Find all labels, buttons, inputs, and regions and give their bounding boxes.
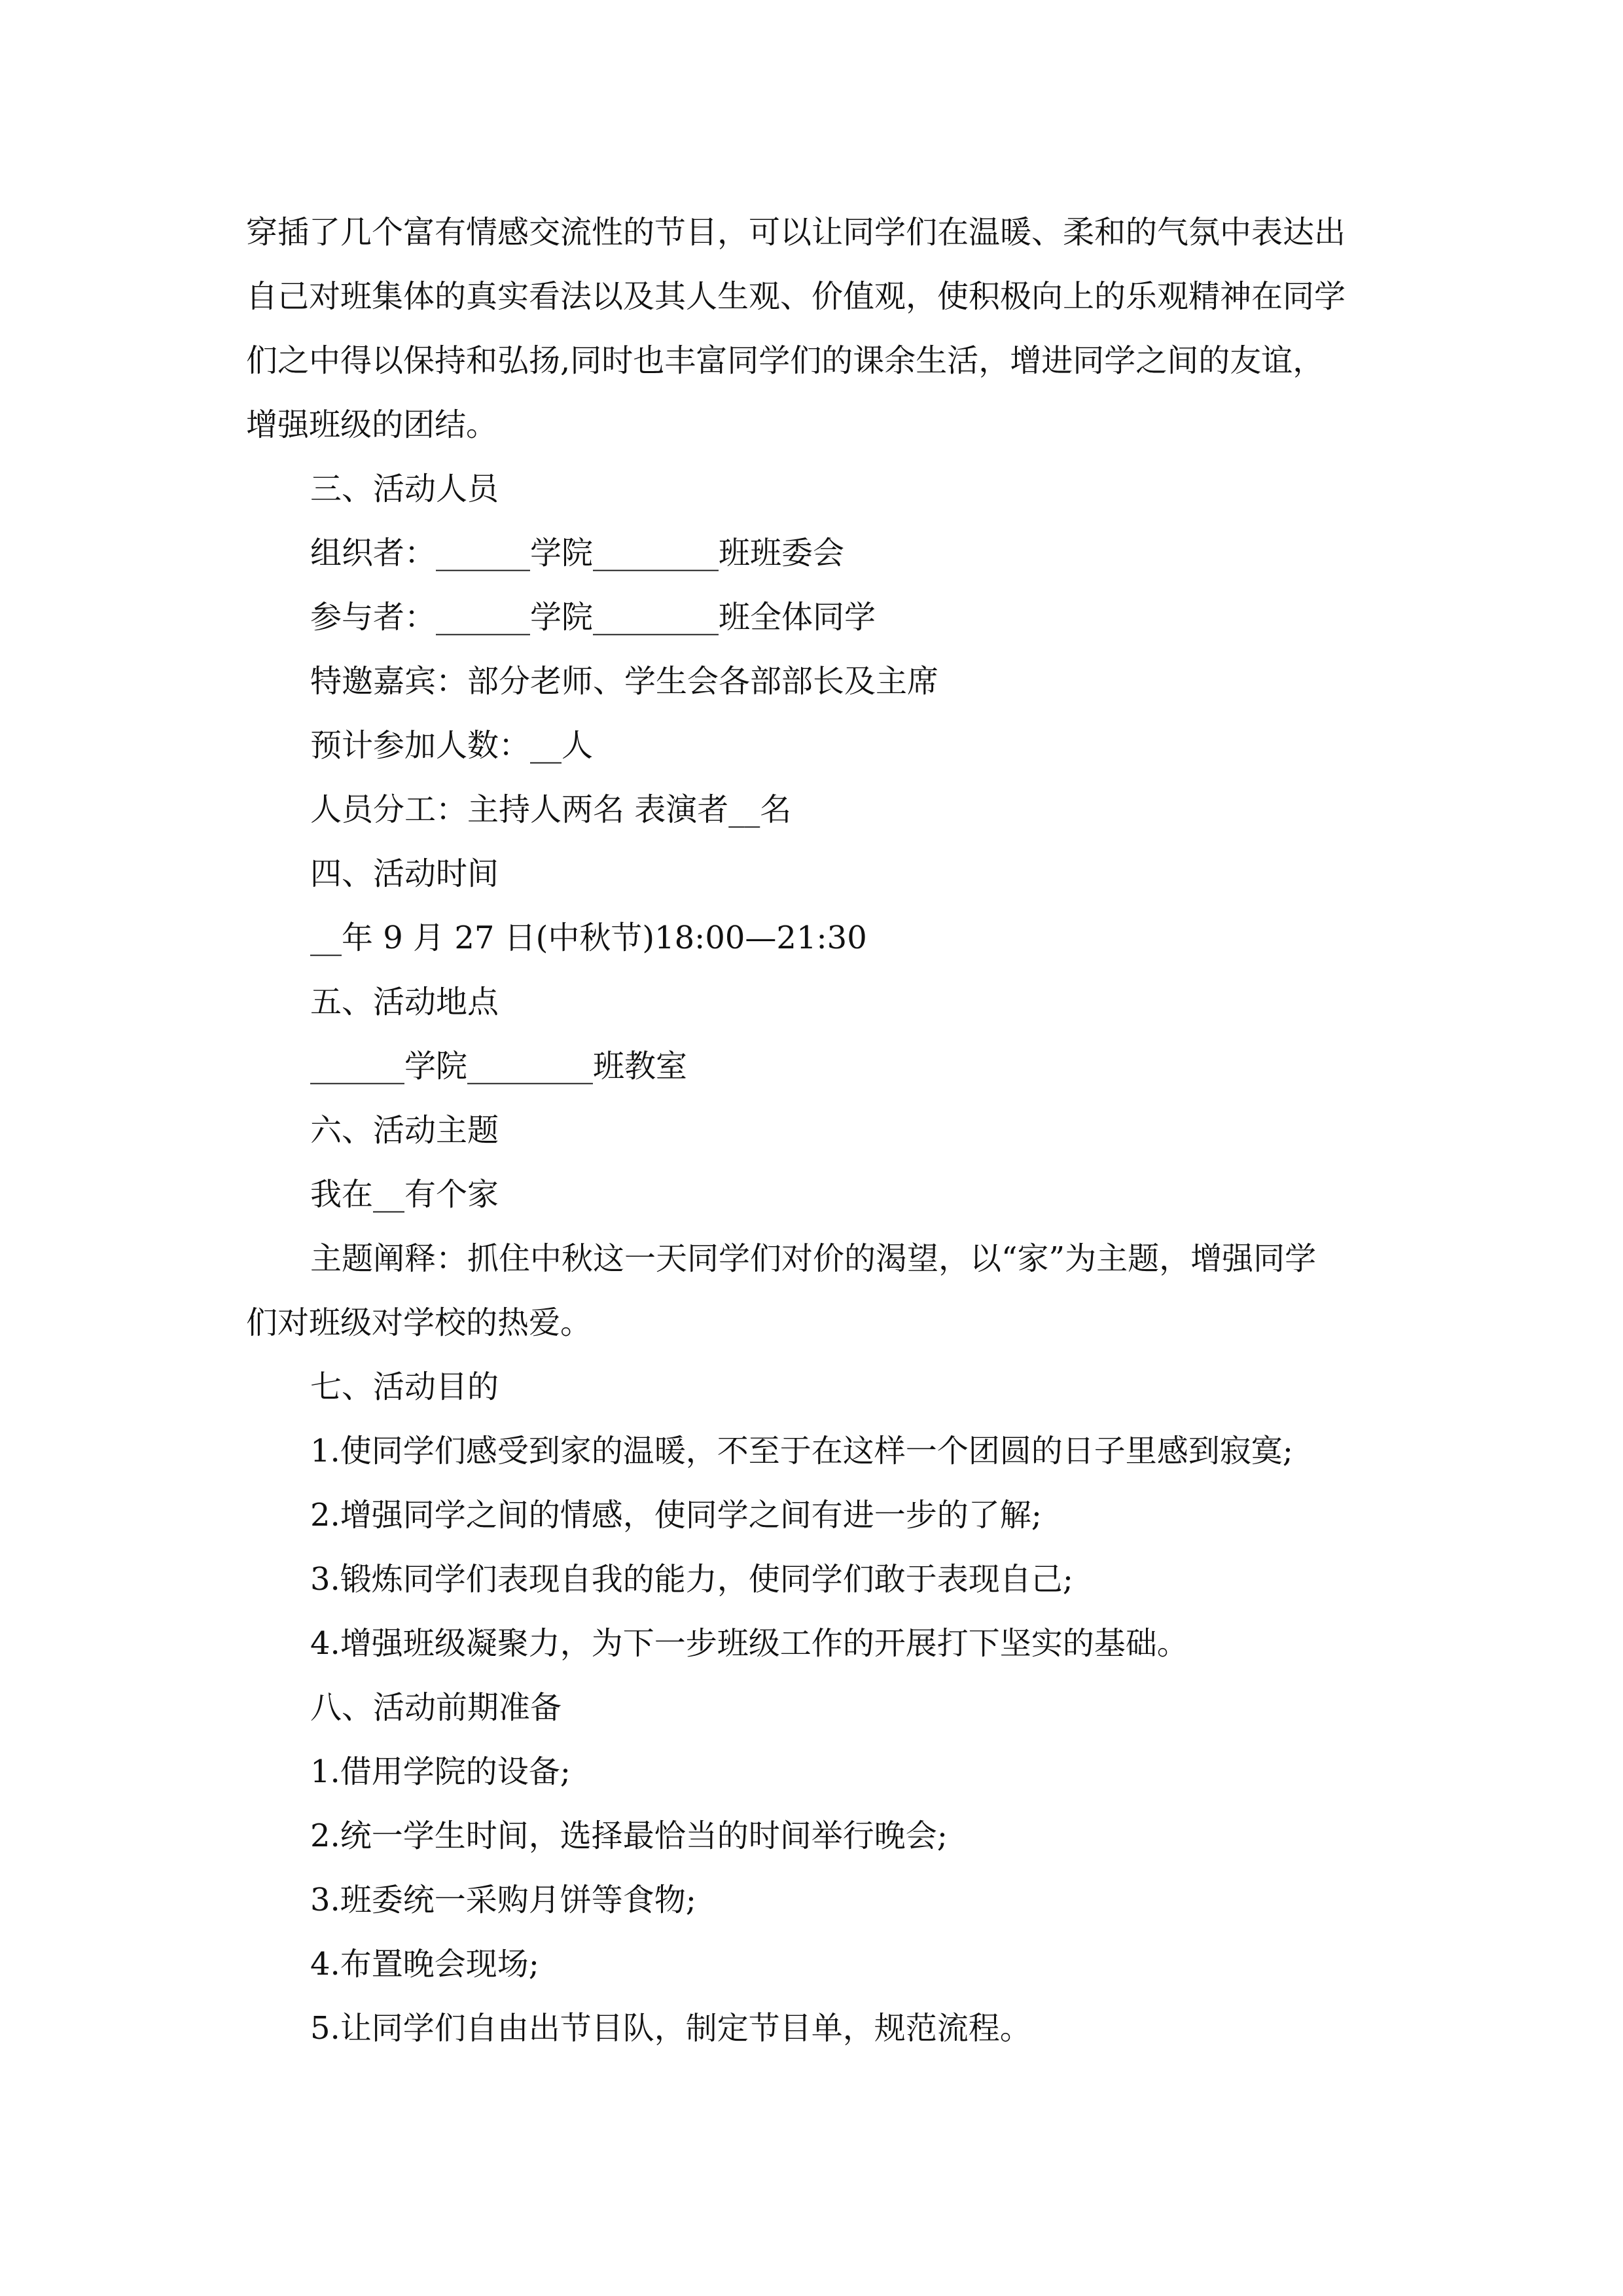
list-item: 4.增强班级凝聚力，为下一步班级工作的开展打下坚实的基础。 (310, 1625, 1188, 1662)
list-item: 5.让同学们自由出节目队，制定节目单，规范流程。 (310, 2010, 1031, 2047)
list-item: 1.借用学院的设备; (310, 1753, 571, 1790)
section-heading: 六、活动主题 (310, 1112, 499, 1149)
intro-line: 自己对班集体的真实看法以及其人生观、价值观，使积极向上的乐观精神在同学 (246, 278, 1346, 315)
event-time: __年 9 月 27 日(中秋节)18:00—21:30 (310, 920, 867, 956)
list-item: 4.布置晚会现场; (310, 1946, 539, 1982)
section-heading: 五、活动地点 (310, 984, 499, 1020)
event-theme: 我在__有个家 (310, 1176, 499, 1213)
list-item: 2.增强同学之间的情感，使同学之间有进一步的了解; (310, 1497, 1042, 1534)
theme-explanation-cont: 们对班级对学校的热爱。 (246, 1304, 592, 1341)
document-body (246, 200, 1385, 2060)
list-item: 2.统一学生时间，选择最恰当的时间举行晚会; (310, 1818, 948, 1854)
intro-line: 增强班级的团结。 (246, 406, 498, 443)
section-heading: 四、活动时间 (310, 855, 499, 892)
section-heading: 三、活动人员 (310, 471, 499, 507)
section-heading: 八、活动前期准备 (310, 1689, 562, 1726)
roles-line: 人员分工：主持人两名 表演者__名 (310, 791, 792, 828)
expected-count-line: 预计参加人数：__人 (310, 727, 594, 764)
guests-line: 特邀嘉宾：部分老师、学生会各部部长及主席 (310, 663, 939, 700)
intro-line: 穿插了几个富有情感交流性的节目，可以让同学们在温暖、柔和的气氛中表达出 (246, 214, 1346, 251)
section-heading: 七、活动目的 (310, 1369, 499, 1405)
theme-explanation: 主题阐释：抓住中秋这一天同学们对价的渴望，以“家”为主题，增强同学 (310, 1240, 1317, 1277)
list-item: 3.锻炼同学们表现自我的能力，使同学们敢于表现自己; (310, 1561, 1073, 1598)
list-item: 1.使同学们感受到家的温暖，不至于在这样一个团圆的日子里感到寂寞; (310, 1433, 1293, 1469)
intro-line: 们之中得以保持和弘扬,同时也丰富同学们的课余生活，增进同学之间的友谊， (246, 342, 1325, 379)
list-item: 3.班委统一采购月饼等食物; (310, 1882, 696, 1918)
event-place: ______学院________班教室 (310, 1048, 688, 1085)
organizer-line: 组织者：______学院________班班委会 (310, 535, 845, 571)
participants-line: 参与者：______学院________班全体同学 (310, 599, 876, 636)
